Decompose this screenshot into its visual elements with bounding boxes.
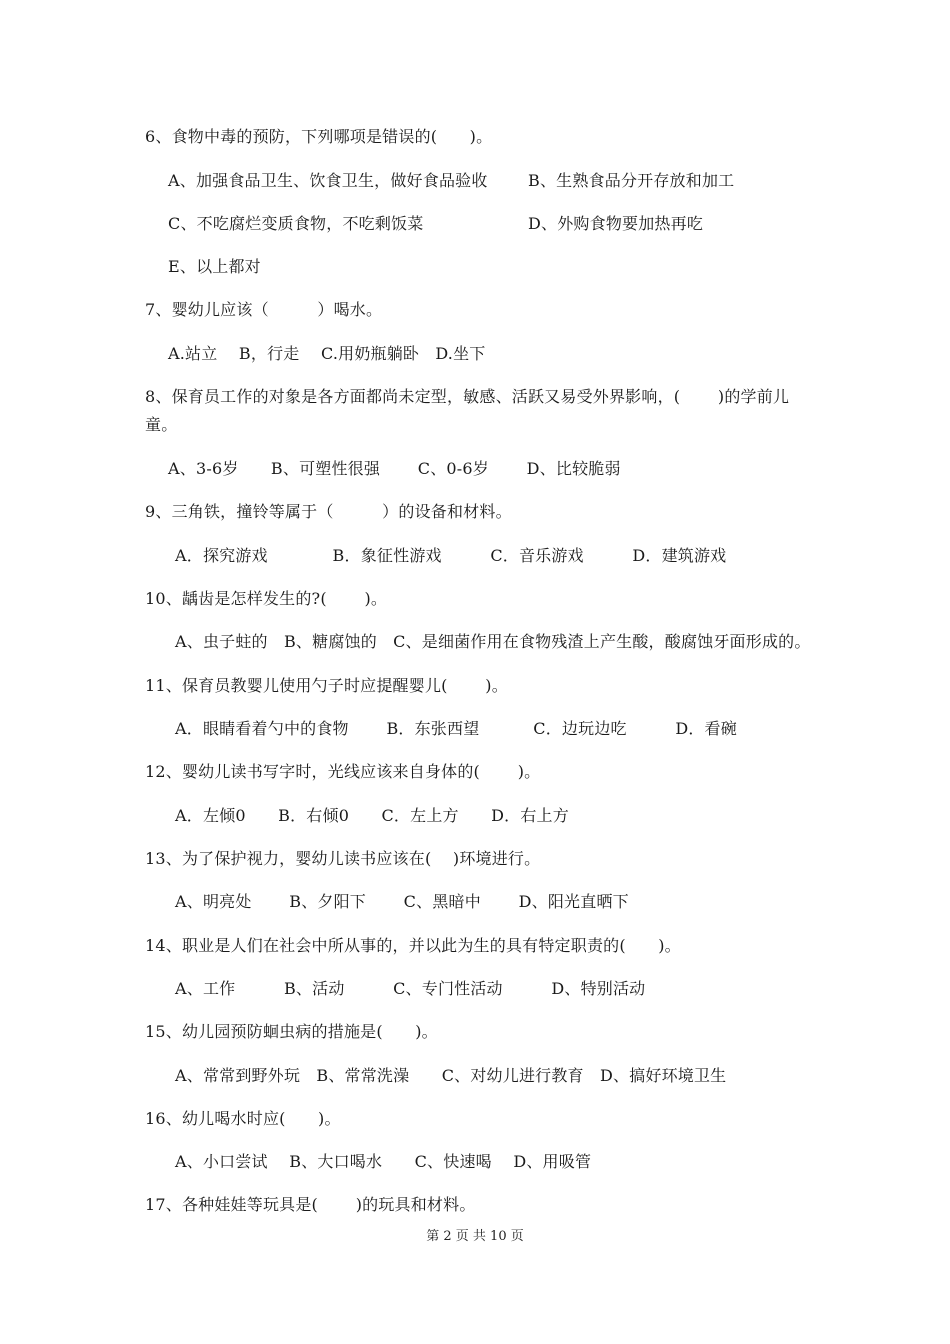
question-6-option-e: E、以上都对 (168, 257, 261, 276)
question-9-stem: 9、三角铁，撞铃等属于（ ）的设备和材料。 (145, 502, 512, 521)
question-12-stem: 12、婴幼儿读书写字时，光线应该来自身体的( )。 (145, 762, 541, 781)
question-10-options: A、虫子蛀的 B、糖腐蚀的 C、是细菌作用在食物残渣上产生酸，酸腐蚀牙面形成的。 (175, 632, 811, 651)
question-6-option-d: D、外购食物要加热再吃 (528, 214, 704, 233)
question-8-stem-line2: 童。 (145, 415, 178, 434)
question-7-options: A.站立 B，行走 C.用奶瓶躺卧 D.坐下 (168, 344, 486, 363)
question-11-stem: 11、保育员教婴儿使用勺子时应提醒婴儿( )。 (145, 676, 508, 695)
question-6-option-a: A、加强食品卫生、饮食卫生，做好食品验收 (168, 171, 488, 190)
question-9-options: A．探究游戏 B．象征性游戏 C．音乐游戏 D．建筑游戏 (175, 546, 727, 565)
question-10-stem: 10、龋齿是怎样发生的?( )。 (145, 589, 388, 608)
question-13-options: A、明亮处 B、夕阳下 C、黑暗中 D、阳光直晒下 (175, 892, 629, 911)
question-6-stem: 6、食物中毒的预防，下列哪项是错误的( )。 (145, 127, 493, 146)
page-footer: 第 2 页 共 10 页 (426, 1229, 524, 1244)
question-17-stem: 17、各种娃娃等玩具是( )的玩具和材料。 (145, 1195, 476, 1214)
question-12-options: A．左倾0 B．右倾0 C．左上方 D．右上方 (175, 806, 569, 825)
question-6-option-c: C、不吃腐烂变质食物，不吃剩饭菜 (168, 214, 424, 233)
question-15-stem: 15、幼儿园预防蛔虫病的措施是( )。 (145, 1022, 438, 1041)
question-14-options: A、工作 B、活动 C、专门性活动 D、特别活动 (175, 979, 646, 998)
question-14-stem: 14、职业是人们在社会中所从事的，并以此为生的具有特定职责的( )。 (145, 936, 681, 955)
question-7-stem: 7、婴幼儿应该（ ）喝水。 (145, 300, 383, 319)
question-16-stem: 16、幼儿喝水时应( )。 (145, 1109, 341, 1128)
question-6-option-b: B、生熟食品分开存放和加工 (528, 171, 735, 190)
question-15-options: A、常常到野外玩 B、常常洗澡 C、对幼儿进行教育 D、搞好环境卫生 (175, 1066, 727, 1085)
question-16-options: A、小口尝试 B、大口喝水 C、快速喝 D、用吸管 (175, 1152, 592, 1171)
question-13-stem: 13、为了保护视力，婴幼儿读书应该在( )环境进行。 (145, 849, 541, 868)
question-11-options: A．眼睛看着勺中的食物 B．东张西望 C．边玩边吃 D．看碗 (175, 719, 737, 738)
question-8-stem-line1: 8、保育员工作的对象是各方面都尚未定型，敏感、活跃又易受外界影响，( )的学前儿 (145, 387, 790, 406)
question-8-options: A、3-6岁 B、可塑性很强 C、0-6岁 D、比较脆弱 (168, 459, 621, 478)
